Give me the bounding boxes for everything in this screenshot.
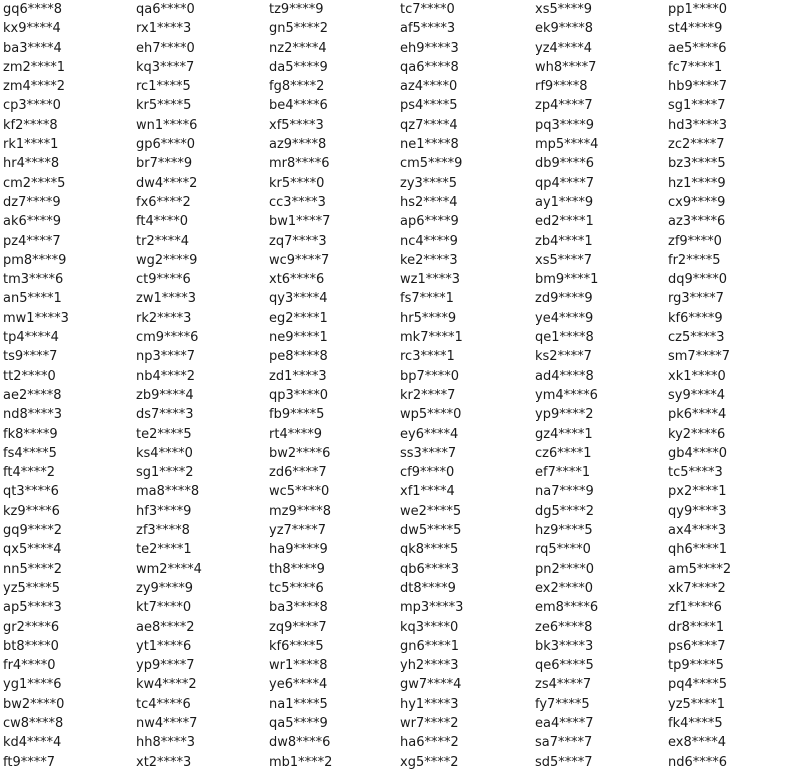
code-entry: px2****1	[668, 484, 727, 500]
code-entry: mr8****6	[269, 156, 330, 172]
code-entry: zy9****9	[136, 580, 194, 596]
code-entry: ts9****7	[3, 349, 58, 365]
code-entry: ad4****8	[535, 368, 594, 384]
code-entry: ne1****8	[400, 137, 459, 153]
code-entry: ma8****8	[136, 484, 200, 500]
code-entry: fb9****5	[269, 407, 325, 423]
code-entry: rq5****0	[535, 542, 591, 558]
code-entry: bm9****1	[535, 272, 599, 288]
code-entry: na1****5	[269, 696, 328, 712]
code-entry: tp9****5	[668, 658, 724, 674]
code-entry: qa5****9	[269, 715, 328, 731]
code-entry: tc4****6	[136, 696, 191, 712]
code-entry: bz3****5	[668, 156, 726, 172]
code-entry: rf9****8	[535, 79, 588, 95]
code-entry: pe8****8	[269, 349, 328, 365]
code-entry: wm2****4	[136, 561, 202, 577]
code-entry: ze6****8	[535, 619, 593, 635]
code-entry: zd6****7	[269, 465, 327, 481]
code-entry: sy9****4	[668, 387, 726, 403]
code-entry: pp1****0	[668, 2, 728, 17]
code-entry: qp4****7	[535, 175, 595, 191]
code-entry: wc9****7	[269, 252, 330, 268]
code-entry: zy3****5	[400, 175, 458, 191]
code-entry: kq3****0	[400, 619, 459, 635]
code-entry: dt8****9	[400, 580, 456, 596]
code-entry: pk6****4	[668, 407, 727, 423]
code-entry: kw4****2	[136, 677, 197, 693]
code-entry: pm8****9	[3, 252, 67, 268]
code-entry: rg3****7	[668, 291, 724, 307]
code-entry: ba3****4	[3, 40, 62, 56]
code-entry: wz1****3	[400, 272, 460, 288]
code-entry: rx1****3	[136, 21, 192, 37]
code-entry: qx5****4	[3, 542, 62, 558]
code-entry: tz9****9	[269, 2, 324, 17]
code-grid	[3, 0, 799, 772]
code-entry: yh2****3	[400, 658, 459, 674]
code-entry: nz2****4	[269, 40, 327, 56]
code-entry: tc5****6	[269, 580, 324, 596]
code-entry: az4****0	[400, 79, 458, 95]
code-entry: st4****9	[668, 21, 723, 37]
code-entry: ex2****0	[535, 580, 594, 596]
code-entry: wc5****0	[269, 484, 330, 500]
code-entry: ss3****7	[400, 445, 457, 461]
code-entry: xf1****4	[400, 484, 455, 500]
code-entry: yp9****7	[136, 658, 195, 674]
code-entry: te2****1	[136, 542, 192, 558]
code-entry: zq7****3	[269, 233, 327, 249]
code-entry: hb9****7	[668, 79, 728, 95]
code-entry: kf2****8	[3, 117, 58, 133]
code-entry: mp3****3	[400, 600, 464, 616]
code-entry: bw2****0	[3, 696, 65, 712]
code-entry: sg1****7	[668, 98, 726, 114]
code-entry: dz7****9	[3, 194, 61, 210]
code-entry: ha6****2	[400, 735, 459, 751]
code-entry: kq3****7	[136, 59, 195, 75]
code-entry: gn5****2	[269, 21, 329, 37]
code-entry: hz9****5	[535, 523, 593, 539]
code-entry: qa6****0	[136, 2, 195, 17]
code-entry: fg8****2	[269, 79, 325, 95]
code-entry: ax4****3	[668, 523, 727, 539]
code-entry: cf9****0	[400, 465, 455, 481]
column	[136, 0, 269, 772]
code-entry: gw7****4	[400, 677, 462, 693]
code-entry: yp9****2	[535, 407, 594, 423]
code-entry: mw1****3	[3, 310, 69, 326]
code-entry: ps6****7	[668, 638, 726, 654]
code-entry: qa6****8	[400, 59, 459, 75]
code-entry: fy7****5	[535, 696, 590, 712]
code-entry: tm3****6	[3, 272, 64, 288]
code-entry: am5****2	[668, 561, 732, 577]
code-entry: xt2****3	[136, 754, 192, 770]
code-entry: dw5****5	[400, 523, 462, 539]
code-entry: ft9****7	[3, 754, 55, 770]
code-entry: ay1****9	[535, 194, 594, 210]
code-entry: xk1****0	[668, 368, 726, 384]
code-entry: tp4****4	[3, 330, 59, 346]
code-entry: yz7****7	[269, 523, 327, 539]
code-entry: zb4****1	[535, 233, 593, 249]
code-entry: cc3****3	[269, 194, 326, 210]
code-entry: cz5****3	[668, 330, 725, 346]
code-entry: gz4****1	[535, 426, 593, 442]
code-entry: rc3****1	[400, 349, 455, 365]
code-entry: wg2****9	[136, 252, 198, 268]
code-entry: dr8****1	[668, 619, 725, 635]
code-entry: wh8****7	[535, 59, 597, 75]
code-entry: ft4****0	[136, 214, 188, 230]
code-entry: fk8****9	[3, 426, 58, 442]
code-entry: fr2****5	[668, 252, 721, 268]
code-entry: ye6****4	[269, 677, 328, 693]
code-entry: cp3****0	[3, 98, 61, 114]
code-entry: pq4****5	[668, 677, 728, 693]
column	[535, 0, 668, 772]
code-entry: fc7****1	[668, 59, 723, 75]
code-entry: ym4****6	[535, 387, 598, 403]
code-entry: we2****5	[400, 503, 462, 519]
code-entry: tt2****0	[3, 368, 56, 384]
code-entry: mk7****1	[400, 330, 463, 346]
code-entry: ey6****4	[400, 426, 459, 442]
code-entry: tr2****4	[136, 233, 189, 249]
code-entry: zc2****7	[668, 137, 725, 153]
code-entry: hf3****9	[136, 503, 192, 519]
code-entry: zm2****1	[3, 59, 66, 75]
code-entry: nb4****2	[136, 368, 196, 384]
code-entry: xt6****6	[269, 272, 325, 288]
column	[3, 0, 136, 772]
code-entry: gp6****0	[136, 137, 196, 153]
code-entry: wr7****2	[400, 715, 459, 731]
code-entry: pq3****9	[535, 117, 595, 133]
code-entry: qe6****5	[535, 658, 594, 674]
code-entry: rc1****5	[136, 79, 191, 95]
code-entry: bp7****0	[400, 368, 460, 384]
code-entry: cm5****9	[400, 156, 463, 172]
code-entry: af5****3	[400, 21, 456, 37]
code-entry: hs2****4	[400, 194, 458, 210]
code-entry: ks4****0	[136, 445, 193, 461]
code-entry: kx9****4	[3, 21, 61, 37]
code-entry: kr5****0	[269, 175, 325, 191]
code-entry: rk2****3	[136, 310, 192, 326]
code-entry: eg2****1	[269, 310, 328, 326]
code-entry: zf1****6	[668, 600, 722, 616]
code-entry: xf5****3	[269, 117, 324, 133]
code-entry: qy9****3	[668, 503, 727, 519]
code-entry: yz5****1	[668, 696, 726, 712]
code-entry: zp4****7	[535, 98, 593, 114]
code-entry: hz1****9	[668, 175, 726, 191]
code-entry: qy3****4	[269, 291, 328, 307]
code-entry: zd9****9	[535, 291, 593, 307]
code-entry: ap5****3	[3, 600, 62, 616]
code-entry: sd5****7	[535, 754, 593, 770]
code-entry: ed2****1	[535, 214, 594, 230]
column	[400, 0, 535, 772]
code-entry: ps4****5	[400, 98, 458, 114]
code-entry: ek9****8	[535, 21, 594, 37]
code-entry: rk1****1	[3, 137, 59, 153]
code-entry: nc4****9	[400, 233, 458, 249]
code-entry: pz4****7	[3, 233, 61, 249]
code-entry: kz9****6	[3, 503, 60, 519]
code-entry: rt4****9	[269, 426, 322, 442]
code-entry: cm2****5	[3, 175, 66, 191]
code-entry: ae5****6	[668, 40, 727, 56]
code-entry: hr5****9	[400, 310, 457, 326]
code-entry: be4****6	[269, 98, 328, 114]
code-entry: az9****8	[269, 137, 327, 153]
code-entry: cx9****9	[668, 194, 726, 210]
code-entry: ct9****6	[136, 272, 191, 288]
code-entry: na7****9	[535, 484, 594, 500]
code-entry: mz9****8	[269, 503, 332, 519]
code-entry: pn2****0	[535, 561, 595, 577]
code-entry: an5****1	[3, 291, 62, 307]
code-entry: ne9****1	[269, 330, 328, 346]
code-entry: qb6****3	[400, 561, 460, 577]
code-entry: nn5****2	[3, 561, 63, 577]
code-entry: hr4****8	[3, 156, 60, 172]
code-entry: dw8****6	[269, 735, 331, 751]
code-entry: ef7****1	[535, 465, 591, 481]
code-entry: ae8****2	[136, 619, 195, 635]
code-entry: bw1****7	[269, 214, 331, 230]
column	[668, 0, 799, 772]
code-entry: ba3****8	[269, 600, 328, 616]
code-entry: fk4****5	[668, 715, 723, 731]
code-entry: ea4****7	[535, 715, 594, 731]
code-entry: nd8****3	[3, 407, 63, 423]
code-entry: bt8****0	[3, 638, 59, 654]
code-entry: az3****6	[668, 214, 726, 230]
code-entry: zf3****8	[136, 523, 190, 539]
code-entry: gq9****2	[3, 523, 63, 539]
code-entry: bk3****3	[535, 638, 594, 654]
code-entry: zw1****3	[136, 291, 196, 307]
code-entry: gr2****6	[3, 619, 60, 635]
code-entry: tc5****3	[668, 465, 723, 481]
code-entry: kr2****7	[400, 387, 456, 403]
code-entry: kd4****4	[3, 735, 62, 751]
code-entry: kf6****5	[269, 638, 324, 654]
code-entry: db9****6	[535, 156, 595, 172]
code-entry: qe1****8	[535, 330, 594, 346]
code-entry: nd6****6	[668, 754, 728, 770]
code-entry: da5****9	[269, 59, 328, 75]
code-entry: fs7****1	[400, 291, 454, 307]
code-entry: zf9****0	[668, 233, 722, 249]
code-entry: zq9****7	[269, 619, 327, 635]
code-entry: wn1****6	[136, 117, 198, 133]
code-entry: th8****9	[269, 561, 325, 577]
code-entry: ae2****8	[3, 387, 62, 403]
code-entry: yz4****4	[535, 40, 593, 56]
code-entry: hy1****3	[400, 696, 459, 712]
code-entry: cz6****1	[535, 445, 592, 461]
code-entry: eh9****3	[400, 40, 459, 56]
code-entry: qz7****4	[400, 117, 458, 133]
code-entry: xk7****2	[668, 580, 726, 596]
code-entry: fs4****5	[3, 445, 57, 461]
code-entry: kr5****5	[136, 98, 192, 114]
code-entry: qk8****5	[400, 542, 459, 558]
code-entry: qh6****1	[668, 542, 728, 558]
code-entry: wp5****0	[400, 407, 462, 423]
code-entry: ha9****9	[269, 542, 328, 558]
code-entry: ke2****3	[400, 252, 458, 268]
code-entry: hd3****3	[668, 117, 728, 133]
code-entry: mb1****2	[269, 754, 333, 770]
code-entry: xg5****2	[400, 754, 459, 770]
code-entry: ds7****3	[136, 407, 194, 423]
code-entry: zs4****7	[535, 677, 592, 693]
code-entry: gb4****0	[668, 445, 728, 461]
code-entry: yt1****6	[136, 638, 192, 654]
code-entry: gn6****1	[400, 638, 460, 654]
code-entry: xs5****7	[535, 252, 593, 268]
code-entry: xs5****9	[535, 2, 593, 17]
code-entry: yg1****6	[3, 677, 62, 693]
code-entry: br7****9	[136, 156, 193, 172]
code-entry: nw4****7	[136, 715, 198, 731]
code-entry: dw4****2	[136, 175, 198, 191]
code-entry: kt7****0	[136, 600, 192, 616]
code-entry: ye4****9	[535, 310, 594, 326]
code-entry: cm9****6	[136, 330, 199, 346]
code-entry: sa7****7	[535, 735, 593, 751]
code-entry: bw2****6	[269, 445, 331, 461]
code-entry: hh8****3	[136, 735, 196, 751]
code-entry: ap6****9	[400, 214, 459, 230]
code-entry: em8****6	[535, 600, 599, 616]
code-entry: ex8****4	[668, 735, 727, 751]
code-entry: ky2****6	[668, 426, 726, 442]
code-entry: gq6****8	[3, 2, 63, 17]
code-entry: dq9****0	[668, 272, 728, 288]
code-entry: zd1****3	[269, 368, 327, 384]
code-entry: ak6****9	[3, 214, 62, 230]
code-entry: qp3****0	[269, 387, 329, 403]
code-entry: cw8****8	[3, 715, 64, 731]
code-entry: tc7****0	[400, 2, 455, 17]
code-entry: zm4****2	[3, 79, 66, 95]
code-entry: zb9****4	[136, 387, 194, 403]
code-entry: eh7****0	[136, 40, 195, 56]
code-entry: mp5****4	[535, 137, 599, 153]
code-entry: dg5****2	[535, 503, 595, 519]
code-entry: ft4****2	[3, 465, 55, 481]
code-entry: ks2****7	[535, 349, 592, 365]
code-entry: np3****7	[136, 349, 196, 365]
code-entry: fr4****0	[3, 658, 56, 674]
code-entry: fx6****2	[136, 194, 191, 210]
code-entry: sm7****7	[668, 349, 730, 365]
code-entry: te2****5	[136, 426, 192, 442]
column	[269, 0, 400, 772]
code-entry: kf6****9	[668, 310, 723, 326]
code-entry: sg1****2	[136, 465, 194, 481]
code-entry: yz5****5	[3, 580, 61, 596]
code-entry: wr1****8	[269, 658, 328, 674]
code-entry: qt3****6	[3, 484, 59, 500]
